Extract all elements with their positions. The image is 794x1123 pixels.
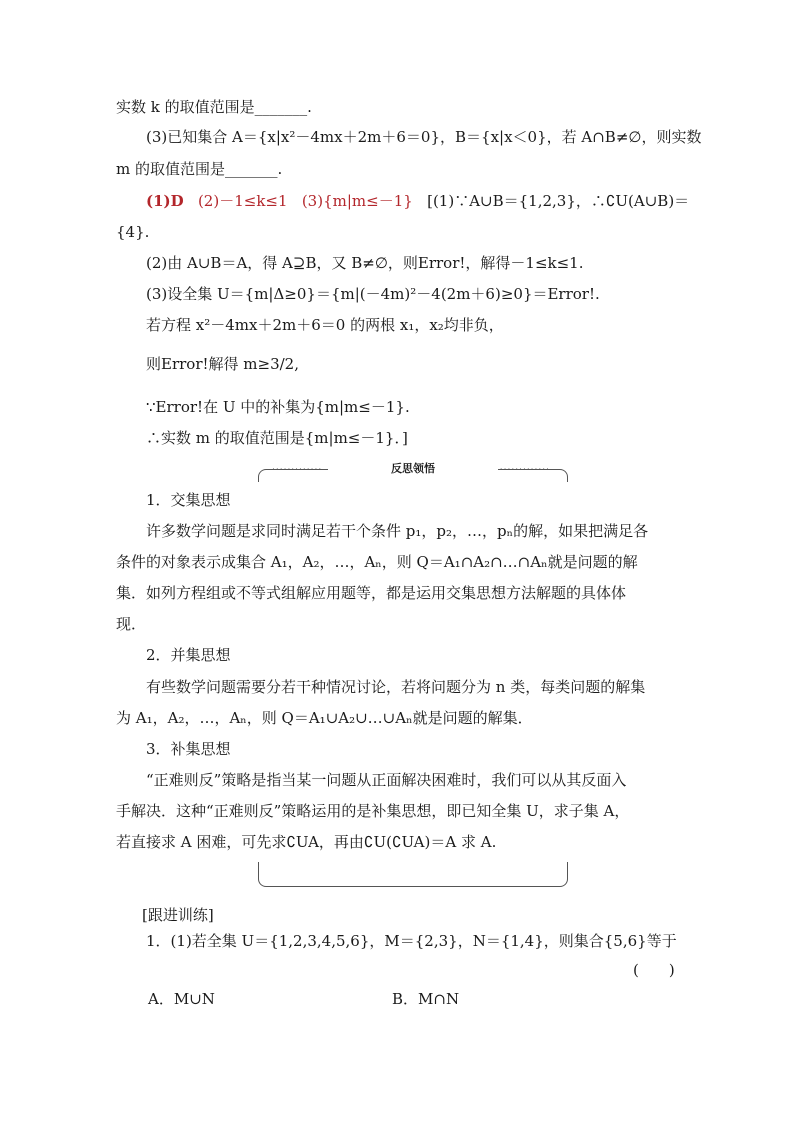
- dot-leader: ·············: [272, 465, 323, 475]
- text-line: 手解决．这种“正难则反”策略运用的是补集思想，即已知全集 U，求子集 A，: [116, 802, 630, 820]
- answer-3: (3){m|m≤－1}: [301, 192, 413, 210]
- text-line: 为 A₁，A₂，…，Aₙ，则 Q＝A₁∪A₂∪…∪Aₙ就是问题的解集．: [116, 709, 533, 727]
- answer-blank: ( ): [633, 961, 675, 979]
- text-line: 条件的对象表示成集合 A₁，A₂，…，Aₙ，则 Q＝A₁∩A₂∩…∩Aₙ就是问题的解: [116, 553, 638, 571]
- answer-line: [146, 191, 689, 211]
- text-line: 有些数学问题需要分若干种情况讨论，若将问题分为 n 类，每类问题的解集: [146, 678, 646, 696]
- subheading: 2．并集思想: [146, 646, 231, 664]
- subheading: 3．补集思想: [146, 740, 231, 758]
- option-a: A．M∪N: [148, 990, 215, 1008]
- section-title: 反思领悟: [328, 460, 498, 476]
- text-line: m 的取值范围是_______.: [116, 160, 283, 178]
- text-line: 许多数学问题是求同时满足若干个条件 p₁，p₂，…，pₙ的解，如果把满足各: [146, 522, 649, 540]
- text-line: 现．: [116, 615, 147, 633]
- option-b: B．M∩N: [392, 990, 460, 1008]
- text-line: (3)设全集 U＝{m|Δ≥0}＝{m|(－4m)²－4(2m＋6)≥0}＝Error!.: [146, 285, 600, 303]
- section-header: [258, 462, 568, 482]
- answer-1: (1)D: [146, 192, 184, 210]
- text-line: 若方程 x²－4mx＋2m＋6＝0 的两根 x₁，x₂均非负，: [146, 316, 504, 334]
- text-line: 则Error!解得 m≥3/2,: [146, 355, 299, 373]
- section-footer-frame: [258, 862, 568, 887]
- text-line: {4}.: [116, 223, 150, 241]
- text-line: 实数 k 的取值范围是_______.: [116, 98, 312, 116]
- text-line: 若直接求 A 困难，可先求∁UA，再由∁U(∁UA)＝A 求 A.: [116, 833, 497, 851]
- text-line: (2)由 A∪B＝A，得 A⊇B，又 B≠∅，则Error!，解得－1≤k≤1.: [146, 254, 584, 272]
- text-line: ∵Error!在 U 中的补集为{m|m≤－1}.: [146, 398, 410, 416]
- text-line: 集．如列方程组或不等式组解应用题等，都是运用交集思想方法解题的具体体: [116, 584, 627, 602]
- exercise-heading: [跟进训练]: [142, 906, 214, 924]
- answer-2: (2)－1≤k≤1: [197, 192, 288, 210]
- text-line: (3)已知集合 A＝{x|x²－4mx＋2m＋6＝0}，B＝{x|x＜0}，若 A∩B≠∅，则实数: [146, 128, 702, 146]
- solution-start: [(1)∵A∪B＝{1,2,3}，∴∁U(A∪B)＝: [427, 192, 690, 210]
- text-line: ∴实数 m 的取值范围是{m|m≤－1}．]: [146, 429, 408, 447]
- question-line: 1．(1)若全集 U＝{1,2,3,4,5,6}，M＝{2,3}，N＝{1,4}，则集合{5,6}等于: [146, 932, 677, 950]
- dot-leader: ·············: [499, 465, 550, 475]
- subheading: 1．交集思想: [146, 491, 231, 509]
- text-line: “正难则反”策略是指当某一问题从正面解决困难时，我们可以从其反面入: [146, 771, 627, 789]
